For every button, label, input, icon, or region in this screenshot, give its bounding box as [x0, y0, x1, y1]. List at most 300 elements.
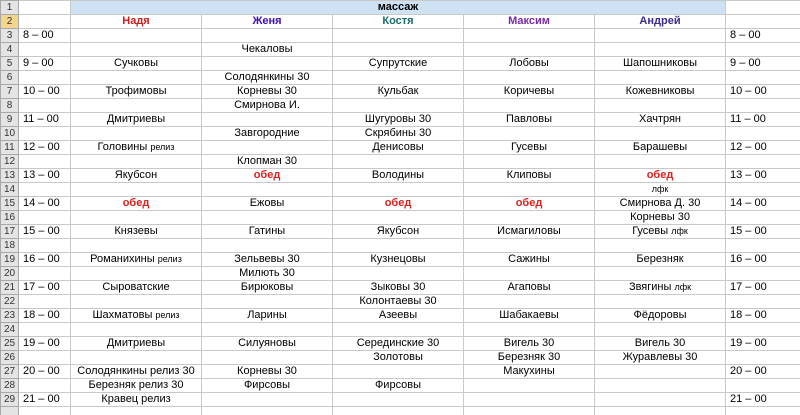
schedule-cell[interactable]: [333, 323, 464, 337]
schedule-cell[interactable]: [202, 85, 333, 99]
client-name: Кульбак: [377, 85, 419, 97]
schedule-cell[interactable]: [464, 309, 595, 323]
schedule-cell[interactable]: [595, 225, 726, 239]
schedule-cell[interactable]: [333, 351, 464, 365]
schedule-cell[interactable]: [333, 127, 464, 141]
schedule-cell[interactable]: [71, 337, 202, 351]
time-cell-right[interactable]: 12 – 00: [726, 141, 800, 155]
client-name: Сыроватские: [102, 281, 170, 293]
time-cell[interactable]: 17 – 00: [19, 281, 71, 295]
schedule-cell[interactable]: [595, 211, 726, 225]
cell-note: релиз: [157, 254, 182, 264]
time-cell-right[interactable]: 18 – 00: [726, 309, 800, 323]
cell-note: релиз: [155, 310, 180, 320]
schedule-cell[interactable]: [202, 183, 333, 197]
client-name: Березняк 30: [497, 351, 561, 363]
schedule-cell[interactable]: [202, 127, 333, 141]
schedule-cell[interactable]: [464, 43, 595, 57]
time-cell-right[interactable]: 10 – 00: [726, 85, 800, 99]
row-number[interactable]: 21: [1, 281, 19, 295]
schedule-cell[interactable]: [464, 323, 595, 337]
column-header[interactable]: Надя: [71, 15, 202, 29]
schedule-cell[interactable]: [71, 155, 202, 169]
row-number[interactable]: 16: [1, 211, 19, 225]
schedule-cell[interactable]: [595, 407, 726, 415]
time-cell[interactable]: 8 – 00: [19, 29, 71, 43]
schedule-cell[interactable]: [595, 183, 726, 197]
time-cell[interactable]: [19, 267, 71, 281]
time-cell[interactable]: [19, 99, 71, 113]
client-name: Золотовы: [373, 351, 423, 363]
schedule-cell[interactable]: [202, 211, 333, 225]
client-name: Шугуровы 30: [364, 113, 432, 125]
schedule-cell[interactable]: [202, 309, 333, 323]
client-name: обед: [384, 197, 412, 209]
schedule-cell[interactable]: [595, 141, 726, 155]
column-header[interactable]: Женя: [202, 15, 333, 29]
schedule-cell[interactable]: [464, 225, 595, 239]
time-cell[interactable]: 14 – 00: [19, 197, 71, 211]
client-name: Романихины: [90, 253, 155, 265]
schedule-cell[interactable]: [202, 253, 333, 267]
row-number[interactable]: 3: [1, 29, 19, 43]
client-name: Сучковы: [114, 57, 158, 69]
client-name: Павловы: [505, 113, 553, 125]
schedule-cell[interactable]: [464, 351, 595, 365]
cell[interactable]: [726, 15, 800, 29]
time-cell[interactable]: [19, 295, 71, 309]
schedule-cell[interactable]: [71, 379, 202, 393]
schedule-cell[interactable]: [595, 57, 726, 71]
row-number[interactable]: 17: [1, 225, 19, 239]
time-cell[interactable]: 20 – 00: [19, 365, 71, 379]
client-name: Фёдоровы: [633, 309, 687, 321]
schedule-cell[interactable]: [333, 197, 464, 211]
schedule-cell[interactable]: [333, 169, 464, 183]
row-number[interactable]: 18: [1, 239, 19, 253]
schedule-cell[interactable]: [71, 393, 202, 407]
time-cell[interactable]: 9 – 00: [19, 57, 71, 71]
schedule-cell[interactable]: [595, 379, 726, 393]
time-cell[interactable]: 13 – 00: [19, 169, 71, 183]
client-name: Солодянкины релиз 30: [77, 365, 195, 377]
row-number[interactable]: [1, 407, 19, 415]
time-cell[interactable]: [19, 211, 71, 225]
table-row: [1, 295, 800, 309]
client-name: Клиповы: [506, 169, 552, 181]
row-number[interactable]: 14: [1, 183, 19, 197]
schedule-cell[interactable]: [71, 225, 202, 239]
schedule-cell[interactable]: [71, 141, 202, 155]
schedule-cell[interactable]: [595, 85, 726, 99]
schedule-cell[interactable]: [202, 113, 333, 127]
schedule-cell[interactable]: [333, 295, 464, 309]
client-name: Гатины: [248, 225, 286, 237]
schedule-cell[interactable]: [202, 225, 333, 239]
time-cell-right[interactable]: [726, 351, 800, 365]
client-name: Трофимовы: [105, 85, 167, 97]
time-cell[interactable]: 16 – 00: [19, 253, 71, 267]
schedule-cell[interactable]: [595, 351, 726, 365]
column-header[interactable]: Андрей: [595, 15, 726, 29]
schedule-cell[interactable]: [333, 85, 464, 99]
schedule-cell[interactable]: [595, 71, 726, 85]
time-cell[interactable]: [19, 71, 71, 85]
schedule-cell[interactable]: [333, 281, 464, 295]
row-number[interactable]: 26: [1, 351, 19, 365]
schedule-cell[interactable]: [464, 155, 595, 169]
schedule-cell[interactable]: [202, 155, 333, 169]
time-cell-right[interactable]: [726, 379, 800, 393]
client-name: Якубсон: [376, 225, 420, 237]
client-name: Шабакаевы: [499, 309, 559, 321]
table-row: [1, 85, 800, 99]
client-name: Князевы: [114, 225, 158, 237]
time-cell-right[interactable]: [726, 267, 800, 281]
schedule-cell[interactable]: [333, 267, 464, 281]
schedule-cell[interactable]: [333, 365, 464, 379]
client-name: Головины: [97, 141, 148, 153]
time-cell[interactable]: 21 – 00: [19, 393, 71, 407]
time-cell-right[interactable]: [726, 183, 800, 197]
schedule-cell[interactable]: [71, 99, 202, 113]
schedule-cell[interactable]: [595, 393, 726, 407]
schedule-cell[interactable]: [464, 239, 595, 253]
time-cell-right[interactable]: [726, 407, 800, 415]
schedule-cell[interactable]: [71, 407, 202, 415]
schedule-cell[interactable]: [71, 57, 202, 71]
schedule-cell[interactable]: [595, 99, 726, 113]
client-name: обед: [646, 169, 674, 181]
row-number[interactable]: 2: [1, 15, 19, 29]
client-name: Сажины: [508, 253, 550, 265]
time-cell-right[interactable]: [726, 295, 800, 309]
schedule-cell[interactable]: [333, 239, 464, 253]
client-name: Завгородние: [234, 127, 300, 139]
cell[interactable]: [726, 1, 800, 15]
schedule-cell[interactable]: [71, 43, 202, 57]
schedule-cell[interactable]: [595, 197, 726, 211]
time-cell-right[interactable]: [726, 43, 800, 57]
schedule-cell[interactable]: [595, 309, 726, 323]
row-number[interactable]: 7: [1, 85, 19, 99]
schedule-cell[interactable]: [464, 127, 595, 141]
schedule-cell[interactable]: [464, 267, 595, 281]
row-number[interactable]: 25: [1, 337, 19, 351]
row-number[interactable]: 11: [1, 141, 19, 155]
time-cell-right[interactable]: [726, 323, 800, 337]
sheet-row-2: [1, 15, 800, 29]
time-cell-right[interactable]: 14 – 00: [726, 197, 800, 211]
row-number[interactable]: 15: [1, 197, 19, 211]
schedule-cell[interactable]: [464, 393, 595, 407]
client-name: Звягины: [628, 281, 672, 293]
row-number[interactable]: 20: [1, 267, 19, 281]
time-cell-right[interactable]: 13 – 00: [726, 169, 800, 183]
schedule-cell[interactable]: [202, 71, 333, 85]
table-row: [1, 99, 800, 113]
schedule-cell[interactable]: [202, 43, 333, 57]
schedule-cell[interactable]: [202, 239, 333, 253]
schedule-cell[interactable]: [333, 43, 464, 57]
schedule-cell[interactable]: [71, 183, 202, 197]
schedule-cell[interactable]: [202, 379, 333, 393]
schedule-cell[interactable]: [595, 239, 726, 253]
schedule-cell[interactable]: [595, 323, 726, 337]
schedule-cell[interactable]: [71, 85, 202, 99]
row-number[interactable]: 27: [1, 365, 19, 379]
time-cell-right[interactable]: [726, 211, 800, 225]
table-row: [1, 379, 800, 393]
schedule-cell[interactable]: [464, 141, 595, 155]
schedule-cell[interactable]: [464, 99, 595, 113]
schedule-cell[interactable]: [595, 29, 726, 43]
client-name: Лобовы: [509, 57, 549, 69]
schedule-cell[interactable]: [202, 141, 333, 155]
client-name: Журавлевы 30: [622, 351, 698, 363]
client-name: Скрябины 30: [364, 127, 432, 139]
schedule-cell[interactable]: [333, 141, 464, 155]
table-row: [1, 393, 800, 407]
schedule-cell[interactable]: [202, 197, 333, 211]
time-cell[interactable]: 10 – 00: [19, 85, 71, 99]
schedule-cell[interactable]: [595, 337, 726, 351]
cell-note: лфк: [651, 184, 669, 194]
client-name: Барашевы: [632, 141, 688, 153]
schedule-cell[interactable]: [71, 365, 202, 379]
schedule-cell[interactable]: [71, 113, 202, 127]
schedule-cell[interactable]: [464, 197, 595, 211]
schedule-cell[interactable]: [464, 57, 595, 71]
client-name: Зельвевы 30: [234, 253, 300, 265]
table-row: [1, 225, 800, 239]
table-row: [1, 155, 800, 169]
schedule-cell[interactable]: [595, 43, 726, 57]
table-row: [1, 71, 800, 85]
schedule-cell[interactable]: [71, 281, 202, 295]
schedule-cell[interactable]: [464, 29, 595, 43]
time-cell-right[interactable]: 16 – 00: [726, 253, 800, 267]
row-number[interactable]: 5: [1, 57, 19, 71]
time-cell[interactable]: [19, 379, 71, 393]
row-number[interactable]: 4: [1, 43, 19, 57]
column-header[interactable]: Костя: [333, 15, 464, 29]
row-number[interactable]: 8: [1, 99, 19, 113]
time-cell-right[interactable]: [726, 155, 800, 169]
time-cell[interactable]: [19, 43, 71, 57]
client-name: обед: [515, 197, 543, 209]
schedule-cell[interactable]: [71, 309, 202, 323]
client-name: Исмагиловы: [497, 225, 561, 237]
schedule-cell[interactable]: [595, 365, 726, 379]
row-number[interactable]: 9: [1, 113, 19, 127]
time-cell-right[interactable]: [726, 127, 800, 141]
schedule-cell[interactable]: [595, 295, 726, 309]
row-number[interactable]: 29: [1, 393, 19, 407]
row-number[interactable]: 13: [1, 169, 19, 183]
schedule-cell[interactable]: [595, 155, 726, 169]
schedule-cell[interactable]: [202, 295, 333, 309]
client-name: Смирнова Д. 30: [619, 197, 701, 209]
schedule-cell[interactable]: [202, 323, 333, 337]
row-number[interactable]: 6: [1, 71, 19, 85]
schedule-cell[interactable]: [333, 253, 464, 267]
time-cell-right[interactable]: 8 – 00: [726, 29, 800, 43]
schedule-cell[interactable]: [71, 239, 202, 253]
table-row: [1, 281, 800, 295]
schedule-cell[interactable]: [333, 407, 464, 415]
schedule-cell[interactable]: [333, 379, 464, 393]
schedule-cell[interactable]: [333, 29, 464, 43]
schedule-cell[interactable]: [71, 29, 202, 43]
schedule-cell[interactable]: [595, 127, 726, 141]
table-row: [1, 127, 800, 141]
schedule-cell[interactable]: [333, 183, 464, 197]
cell-note: лфк: [671, 226, 688, 236]
schedule-cell[interactable]: [71, 323, 202, 337]
schedule-cell[interactable]: [595, 169, 726, 183]
schedule-cell[interactable]: [202, 281, 333, 295]
schedule-cell[interactable]: [595, 253, 726, 267]
schedule-cell[interactable]: [71, 267, 202, 281]
table-row: [1, 141, 800, 155]
schedule-cell[interactable]: [202, 57, 333, 71]
time-cell[interactable]: [19, 239, 71, 253]
schedule-cell[interactable]: [464, 281, 595, 295]
schedule-cell[interactable]: [333, 309, 464, 323]
schedule-cell[interactable]: [464, 85, 595, 99]
client-name: Кузнецовы: [370, 253, 426, 265]
time-cell[interactable]: [19, 407, 71, 415]
cell[interactable]: [19, 15, 71, 29]
row-number[interactable]: 23: [1, 309, 19, 323]
time-cell-right[interactable]: 17 – 00: [726, 281, 800, 295]
schedule-cell[interactable]: [333, 113, 464, 127]
schedule-cell[interactable]: [333, 71, 464, 85]
schedule-cell[interactable]: [464, 71, 595, 85]
table-row: [1, 309, 800, 323]
time-cell[interactable]: 18 – 00: [19, 309, 71, 323]
time-cell[interactable]: [19, 323, 71, 337]
schedule-cell[interactable]: [333, 225, 464, 239]
schedule-cell[interactable]: [71, 253, 202, 267]
row-number[interactable]: 24: [1, 323, 19, 337]
schedule-cell[interactable]: [464, 211, 595, 225]
schedule-cell[interactable]: [464, 169, 595, 183]
schedule-cell[interactable]: [71, 197, 202, 211]
schedule-cell[interactable]: [202, 351, 333, 365]
table-row: [1, 267, 800, 281]
client-name: Клопман 30: [236, 155, 298, 167]
time-cell-right[interactable]: 21 – 00: [726, 393, 800, 407]
schedule-cell[interactable]: [333, 393, 464, 407]
time-cell-right[interactable]: 11 – 00: [726, 113, 800, 127]
schedule-cell[interactable]: [464, 337, 595, 351]
table-row: [1, 239, 800, 253]
schedule-cell[interactable]: [71, 295, 202, 309]
time-cell-right[interactable]: [726, 99, 800, 113]
schedule-cell[interactable]: [202, 365, 333, 379]
schedule-cell[interactable]: [202, 407, 333, 415]
time-cell[interactable]: [19, 155, 71, 169]
schedule-cell[interactable]: [464, 253, 595, 267]
schedule-cell[interactable]: [464, 295, 595, 309]
schedule-cell[interactable]: [464, 365, 595, 379]
schedule-cell[interactable]: [595, 113, 726, 127]
schedule-cell[interactable]: [333, 99, 464, 113]
table-row: [1, 43, 800, 57]
client-name: Смирнова И.: [234, 99, 300, 111]
time-cell[interactable]: 15 – 00: [19, 225, 71, 239]
table-row: [1, 197, 800, 211]
time-cell-right[interactable]: 19 – 00: [726, 337, 800, 351]
time-cell-right[interactable]: 20 – 00: [726, 365, 800, 379]
schedule-cell[interactable]: [202, 169, 333, 183]
time-cell-right[interactable]: 9 – 00: [726, 57, 800, 71]
row-number[interactable]: 22: [1, 295, 19, 309]
client-name: Хачтрян: [639, 113, 682, 125]
schedule-cell[interactable]: [595, 267, 726, 281]
schedule-cell[interactable]: [71, 127, 202, 141]
schedule-cell[interactable]: [464, 113, 595, 127]
row-number[interactable]: 28: [1, 379, 19, 393]
client-name: Чекаловы: [241, 43, 293, 55]
schedule-cell[interactable]: [333, 337, 464, 351]
time-cell[interactable]: 19 – 00: [19, 337, 71, 351]
time-cell[interactable]: [19, 351, 71, 365]
row-number[interactable]: 1: [1, 1, 19, 15]
row-number[interactable]: 10: [1, 127, 19, 141]
client-name: Корневы 30: [630, 211, 690, 223]
schedule-cell[interactable]: [202, 393, 333, 407]
time-cell-right[interactable]: [726, 71, 800, 85]
schedule-cell[interactable]: [464, 379, 595, 393]
schedule-cell[interactable]: [202, 29, 333, 43]
client-name: Фирсовы: [243, 379, 291, 391]
cell[interactable]: [19, 1, 71, 15]
schedule-cell[interactable]: [595, 281, 726, 295]
client-name: обед: [253, 169, 281, 181]
time-cell[interactable]: 11 – 00: [19, 113, 71, 127]
schedule-cell[interactable]: [333, 155, 464, 169]
schedule-cell[interactable]: [71, 71, 202, 85]
row-number[interactable]: 19: [1, 253, 19, 267]
time-cell[interactable]: [19, 127, 71, 141]
column-header[interactable]: Максим: [464, 15, 595, 29]
row-number[interactable]: 12: [1, 155, 19, 169]
schedule-cell[interactable]: [464, 183, 595, 197]
time-cell-right[interactable]: 15 – 00: [726, 225, 800, 239]
time-cell[interactable]: 12 – 00: [19, 141, 71, 155]
time-cell-right[interactable]: [726, 239, 800, 253]
client-name: обед: [122, 197, 150, 209]
schedule-cell[interactable]: [202, 267, 333, 281]
schedule-cell[interactable]: [464, 407, 595, 415]
schedule-cell[interactable]: [71, 169, 202, 183]
client-name: Зыковы 30: [370, 281, 426, 293]
schedule-cell[interactable]: [71, 211, 202, 225]
time-cell[interactable]: [19, 183, 71, 197]
schedule-cell[interactable]: [71, 351, 202, 365]
schedule-cell[interactable]: [333, 57, 464, 71]
schedule-cell[interactable]: [202, 99, 333, 113]
schedule-cell[interactable]: [333, 211, 464, 225]
sheet-title[interactable]: массаж: [71, 1, 726, 15]
client-name: Ежовы: [249, 197, 285, 209]
client-name: Азеевы: [378, 309, 418, 321]
schedule-cell[interactable]: [202, 337, 333, 351]
table-row: [1, 323, 800, 337]
